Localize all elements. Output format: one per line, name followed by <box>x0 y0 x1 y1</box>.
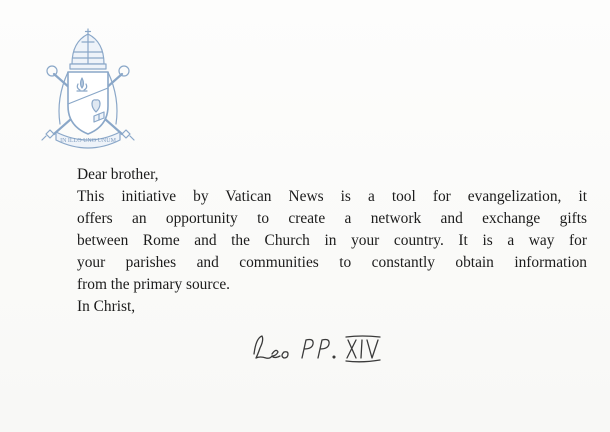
coat-of-arms <box>38 28 138 150</box>
letter-closing: In Christ, <box>77 298 136 315</box>
coat-of-arms-motto: IN ILLO UNO UNUM <box>60 138 116 144</box>
letter-line: offers an opportunity to create a network and exchange gifts <box>77 210 587 227</box>
handwritten-signature <box>250 328 400 368</box>
letter-line: your parishes and communities to constantly obtain information <box>77 254 587 271</box>
letter-line: from the primary source. <box>77 276 230 293</box>
letter-greeting: Dear brother, <box>77 166 159 183</box>
letter-line: between Rome and the Church in your country. It is a way for <box>77 232 587 249</box>
letter-body <box>77 164 587 318</box>
letter-paragraph <box>77 186 587 296</box>
letter-line: This initiative by Vatican News is a tool for evangelization, it <box>77 188 587 205</box>
